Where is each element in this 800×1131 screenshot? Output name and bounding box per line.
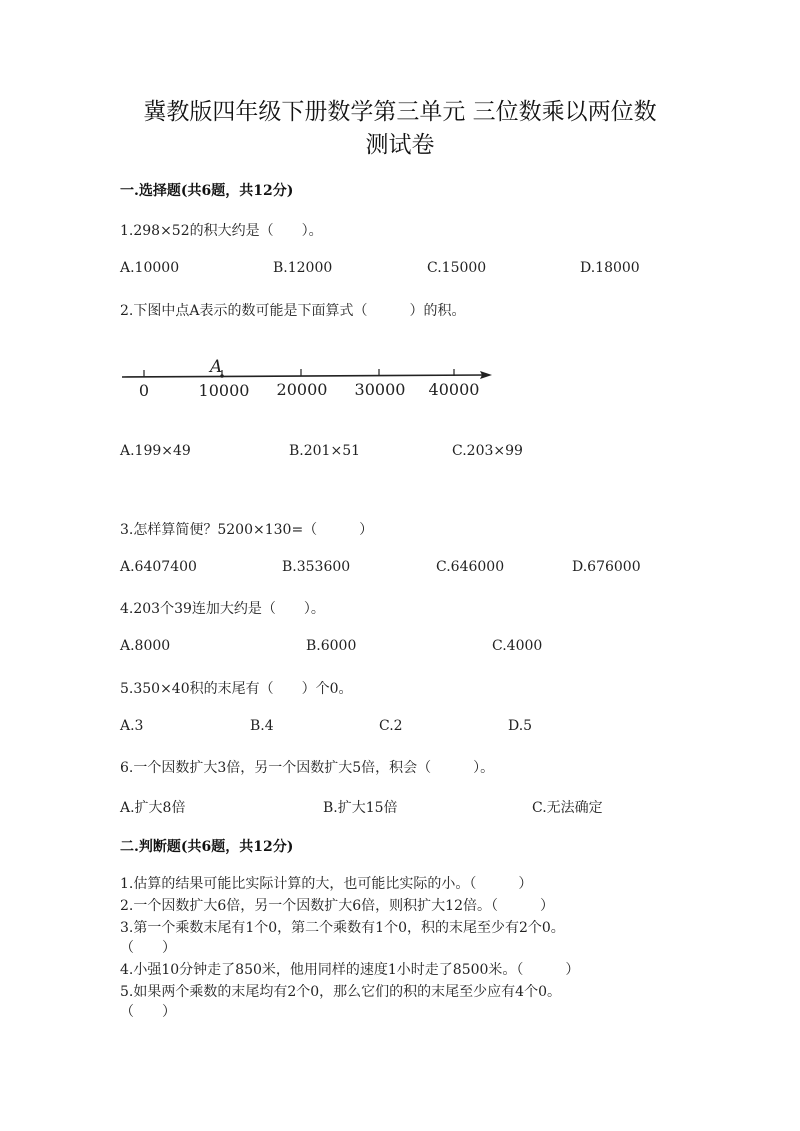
judge-item-3: 3.第一个乘数末尾有1个0，第二个乘数有1个0，积的末尾至少有2个0。	[120, 920, 565, 936]
judge-item-3-bracket: （ ）	[120, 940, 176, 956]
question-3: 3.怎样算简便？5200×130=（ ）	[120, 522, 374, 538]
point-a-label: A	[210, 357, 223, 377]
question-1: 1.298×52的积大约是（ ）。	[120, 223, 323, 239]
q3-option-c: C.646000	[436, 559, 505, 575]
title-line-1: 冀教版四年级下册数学第三单元 三位数乘以两位数	[143, 99, 657, 125]
judge-item-4: 4.小强10分钟走了850米，他用同样的速度1小时走了8500米。（ ）	[120, 962, 580, 978]
judge-item-5: 5.如果两个乘数的末尾均有2个0，那么它们的积的末尾至少应有4个0。	[120, 984, 561, 1000]
q4-option-b: B.6000	[306, 638, 357, 654]
q1-option-d: D.18000	[580, 260, 640, 276]
tick-label-30000: 30000	[354, 380, 406, 399]
judge-item-2: 2.一个因数扩大6倍，另一个因数扩大6倍，则积扩大12倍。（ ）	[120, 898, 554, 914]
q4-option-a: A.8000	[120, 638, 171, 654]
q6-option-b: B.扩大15倍	[323, 800, 398, 816]
q2-option-c: C.203×99	[452, 443, 523, 459]
judge-item-5-bracket: （ ）	[120, 1004, 176, 1020]
q2-option-a: A.199×49	[120, 443, 191, 459]
q5-option-d: D.5	[508, 718, 533, 734]
tick-label-40000: 40000	[428, 380, 480, 399]
q5-option-b: B.4	[250, 718, 274, 734]
question-5: 5.350×40积的末尾有（ ）个0。	[120, 681, 353, 697]
title-line-2: 测试卷	[365, 132, 435, 158]
number-line-figure	[118, 352, 498, 404]
section-heading-judge: 二.判断题(共6题，共12分)	[120, 839, 294, 855]
q6-option-c: C.无法确定	[532, 800, 603, 816]
question-4: 4.203个39连加大约是（ ）。	[120, 601, 325, 617]
tick-label-10000: 10000	[198, 381, 250, 400]
tick-label-0: 0	[138, 381, 150, 400]
q3-option-b: B.353600	[282, 559, 351, 575]
section-heading-choice: 一.选择题(共6题，共12分)	[120, 183, 294, 199]
q1-option-a: A.10000	[120, 260, 180, 276]
number-line-axis	[122, 375, 486, 377]
q1-option-c: C.15000	[427, 260, 487, 276]
q4-option-c: C.4000	[492, 638, 543, 654]
q5-option-a: A.3	[120, 718, 144, 734]
q3-option-d: D.676000	[572, 559, 641, 575]
question-2: 2.下图中点A表示的数可能是下面算式（ ）的积。	[120, 303, 466, 319]
q3-option-a: A.6407400	[120, 559, 197, 575]
q1-option-b: B.12000	[273, 260, 333, 276]
q5-option-c: C.2	[379, 718, 403, 734]
q6-option-a: A.扩大8倍	[120, 800, 186, 816]
question-6: 6.一个因数扩大3倍，另一个因数扩大5倍，积会（ ）。	[120, 760, 495, 776]
page-title	[60, 96, 740, 162]
q2-option-b: B.201×51	[289, 443, 361, 459]
judge-item-1: 1.估算的结果可能比实际计算的大，也可能比实际的小。（ ）	[120, 876, 533, 892]
tick-label-20000: 20000	[276, 380, 328, 399]
